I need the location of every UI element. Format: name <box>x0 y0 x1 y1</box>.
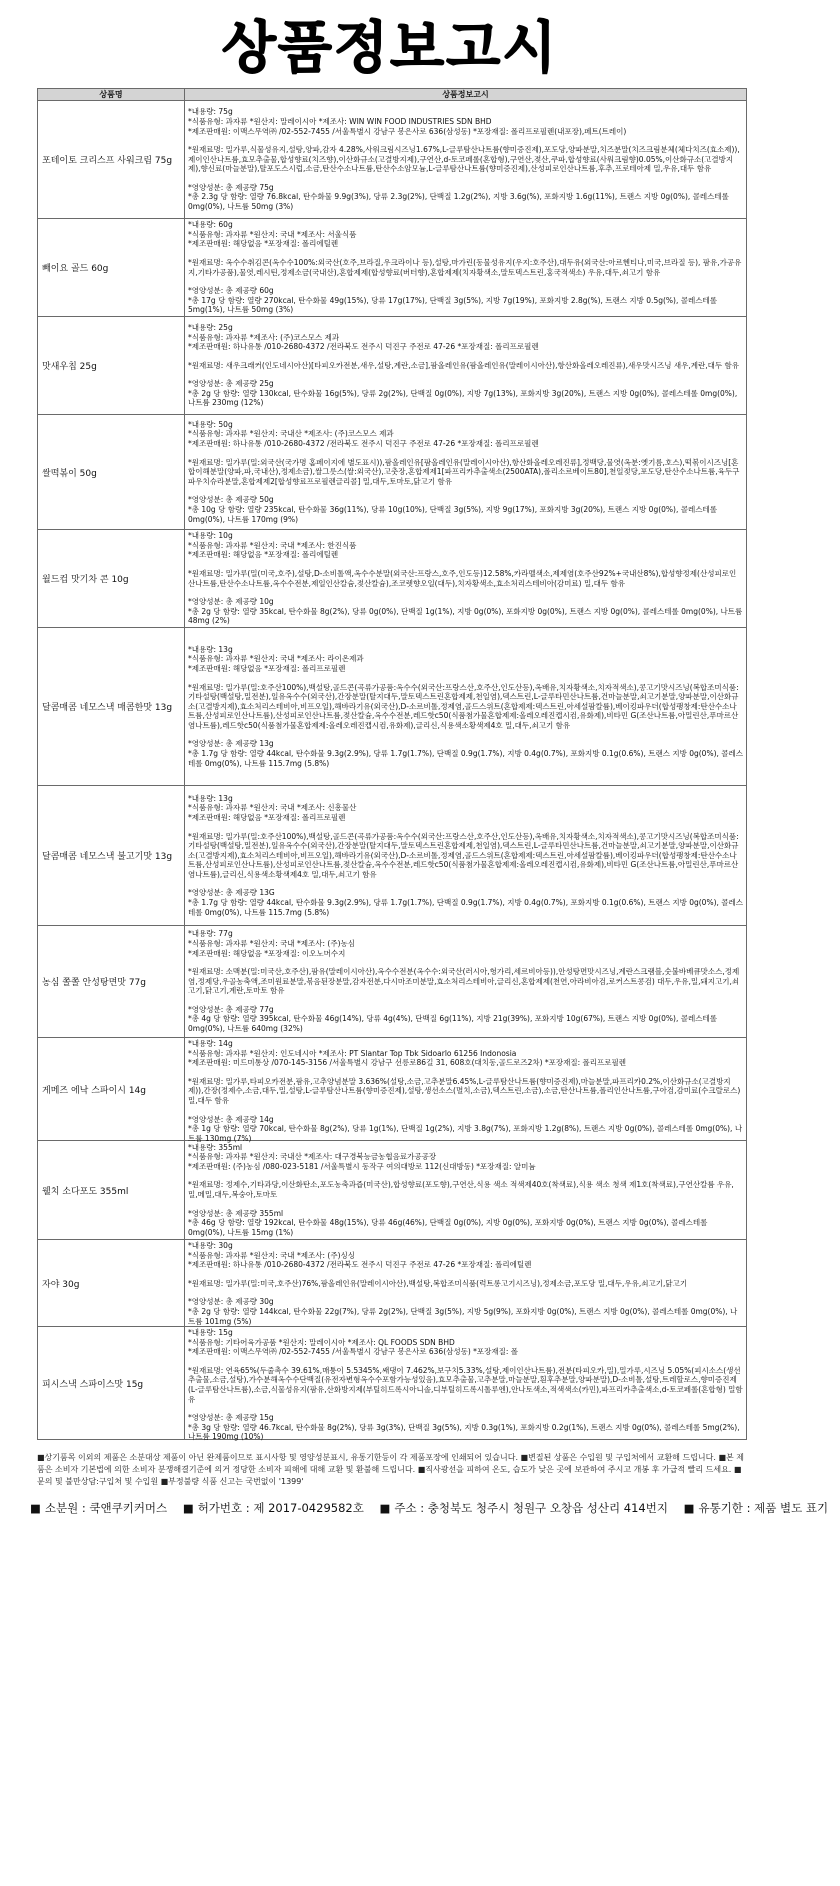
detail-line: *내용량: 13g <box>188 793 233 803</box>
detail-line: *원재료명: 밀가루(밀(미국,호주),설탕,D-소비톨액,옥수수분말(외국산:프랑스,호주,인도등)12.58%,카라멜색소,제제염(호주산92%+국내산8%),합성향정제(산성피로인산나트륨,탄산수소나트륨,옥수수전분,제일인산칼슘,젖산칼슘),조코렛향오일(대두),치자황색소,효소처리스테비아(감미료) 밀,대두 함유 <box>188 568 737 588</box>
detail-line: *식품유형: 과자류 *원산지: 국내 *제조사: 라이온제과 <box>188 654 364 664</box>
detail-line: *원재료명: 밀가루(밀:미국,호주산)76%,팜올레인유(말레이시아산),백설탕,복합조미식품(럭트롱고기시즈닝),정제소금,포도당 밀,대두,우유,쇠고기,닭고기 <box>188 1278 688 1288</box>
detail-line <box>188 277 743 286</box>
product-detail-cell <box>185 1038 747 1141</box>
detail-line: *식품유형: 과자류 *원산지: 국내 *제조사: 서울식품 <box>188 229 357 239</box>
detail-line: *원재료명: 정제수,기타과당,이산화탄소,포도농축과즙(미국산),합성향료(포도향),구연산,식용 색소 적색제40호(착색료),식용 색소 청색 제1호(착색료),구연산칼륨 우유,밀,메밀,대두,복숭아,토마토 <box>188 1180 734 1199</box>
footer-info <box>30 1500 829 1516</box>
detail-line <box>188 136 743 145</box>
detail-line: *영양성분: 총 제공량 25g <box>188 379 274 389</box>
table-row <box>38 317 747 415</box>
product-name-cell: 빼이요 골드 60g <box>38 219 185 317</box>
detail-line: *내용량: 13g <box>188 644 233 654</box>
detail-line <box>188 674 743 683</box>
table-row <box>38 415 747 530</box>
product-detail-cell <box>185 317 747 415</box>
product-name-cell: 농심 쫄쫄 안성탕면맛 77g <box>38 926 185 1038</box>
detail-line: *제조판매원: 이맥스무역㈜ /02-552-7455 /서울특별시 강남구 봉은사로 636(삼성동) *포장재질: 폴리프로필렌(내포장),페트(트레이) <box>188 126 627 136</box>
detail-line: *총 1g 당 함량: 열량 70kcal, 탄수화물 8g(2%), 당류 1g(1%), 단백질 1g(2%), 지방 3.8g(7%), 포화지방 1.2g(8%), 트랜스 지방 0g(0%), 콜레스테롤 0mg(0%), 나트륨 130mg (7%) <box>188 1124 743 1143</box>
product-name-cell: 웰치 소다포도 355ml <box>38 1141 185 1240</box>
detail-line: *제조판매원: 해당없음 *포장재질: 이오노머수지 <box>188 948 346 958</box>
product-name-cell: 자야 30g <box>38 1240 185 1327</box>
detail-line: *영양성분: 총 제공량 14g <box>188 1114 274 1124</box>
detail-line: *제조판매원: 하나유통 /010-2680-4372 /전라북도 전주시 덕진구 주전로 47-26 *포장재질: 폴리프로필렌 <box>188 439 539 449</box>
detail-line: *제조판매원: 해당없음 *포장재질: 폴리프로필렌 <box>188 663 346 673</box>
detail-line: *식품유형: 과자류 *원산지: 국내 *제조사: 신흥물산 <box>188 803 357 813</box>
footer-value: 쿡앤쿠키커머스 <box>89 1501 168 1515</box>
detail-line: *영양성분: 총 제공량 60g <box>188 286 274 296</box>
detail-line: *총 1.7g 당 함량: 열량 44kcal, 탄수화물 9.3g(2.9%), 당류 1.7g(1.7%), 단백질 0.9g(1.7%), 지방 0.4g(0.7%), 포화지방 0.1g(0.6%), 트랜스 지방 0g(0%), 콜레스테롤 0mg(0%), 나트륨 115.7mg (5.8%) <box>188 749 743 768</box>
detail-line: *원재료명: 밀가루(밀:외국산(국가명 홈페이지에 별도표시)),팜올레인유[팜올레인유(말레이시아산),항산화올레오레진류],정백당,물엿(옥분:옛기름,호스),떡볶이시즈닝[혼합이해분말(양파,파,국내산),정제소금),쌀그릇스(쌀:외국산),고춧장,혼합제제1[파프리카추출색소(2500ATA),폴리소르베이트80],천일젖당,포도당,탄산수소나트륨,육두구파우치슈라분말,혼합제제2[합성향료프로필렌글리콜] 밀,대두,토마토,닭고기 함유 <box>188 457 740 486</box>
footer-value: 제품 별도 표기 <box>754 1501 829 1515</box>
table-row <box>38 1141 747 1240</box>
detail-line: *제조판매원: 하나유통 /010-2680-4372 /전라북도 전주시 덕진구 주전로 47-26 *포장재질: 폴리에틸렌 <box>188 1260 532 1270</box>
page-title: 상품정보고시 <box>221 16 559 81</box>
product-detail-cell <box>185 1141 747 1240</box>
footer-label: 허가번호 : <box>197 1501 254 1515</box>
footer-item-expiry: ■ 유통기한 : 제품 별도 표기 <box>683 1501 829 1515</box>
table-row <box>38 1240 747 1327</box>
detail-line: *영양성분: 총 제공량 77g <box>188 1004 274 1014</box>
footer-label: 주소 : <box>394 1501 428 1515</box>
product-name-cell: 달콤매콤 네모스낵 매콤한맛 13g <box>38 628 185 786</box>
detail-line: *내용량: 355ml <box>188 1142 243 1152</box>
detail-line <box>188 249 743 258</box>
detail-line: *제조판매원: 이맥스무역㈜ /02-552-7455 /서울특별시 강남구 봉은사로 636(삼성동) *포장재질: 폴 <box>188 1347 519 1357</box>
detail-line: *내용량: 60g <box>188 220 233 230</box>
table-header-row <box>38 89 747 101</box>
table-row <box>38 628 747 786</box>
product-name-cell: 게메즈 에낙 스파이시 14g <box>38 1038 185 1141</box>
footer-item-license: ■ 허가번호 : 제 2017-0429582호 <box>182 1501 364 1515</box>
detail-line: *원재료명: 옥수수취김콘(옥수수100%:외국산(호주,브라질,우크라이나 등),설탕,마가린(동물성유지(우지:호주산),대두유(외국산:아르헨티나,미국,브라질 등), 팜유,가공유지,기타가공품),물엿,레시틴,정제소금(국내산),혼합제제(합성향료(버터향),혼합제제(치자황색소,말토덱스트린,홍국적색소) 우유,대두,쇠고기 함유 <box>188 257 742 277</box>
detail-line <box>188 958 743 967</box>
detail-line: *내용량: 30g <box>188 1241 233 1250</box>
product-detail-cell <box>185 415 747 530</box>
detail-line: *총 3g 당 함량: 열량 46.7kcal, 탄수화물 8g(2%), 당류 3g(3%), 단백질 3g(5%), 지방 0.3g(1%), 포화지방 0.2g(1%), 트랜스 지방 0g(0%), 콜레스테롤 5mg(2%), 나트륨 190mg (10%) <box>188 1422 740 1442</box>
detail-line <box>188 588 743 597</box>
detail-line <box>188 1357 743 1366</box>
detail-line: *총 4g 당 함량: 열량 395kcal, 탄수화물 46g(14%), 당류 4g(4%), 단백질 6g(11%), 지방 21g(39%), 포화지방 10g(67%), 트랜스 지방 0g(0%), 콜레스테롤 0mg(0%), 나트륨 640mg (32%) <box>188 1014 717 1034</box>
detail-line: *원재료명: 밀가루,타피오카전분,팜유,고추양념분말 3.636%(설탕,소금,고추분말6.45%,L-글루탐산나트륨(향미증진제),마늘분말,파프리카0.2%,이산화규소(고결방지제)),간장(정제수,소금,대두,밀,설탕,L-글루탐산나트륨(향미증진제),설탕,생선소스(멸치,소금),덱스트린,소금),소금,탄산나트륨,폴리인산나트륨,구아검,감미료(수크랄로스) 밀,대두 함유 <box>188 1076 741 1105</box>
detail-line: *식품유형: 과자류 *원산지: 인도네시아 *제조사: PT Slantar Top Tbk Sidoarlo 61256 Indonosia <box>188 1048 517 1058</box>
detail-line: *제조판매원: 해당없음 *포장재질: 폴리에틸렌 <box>188 550 339 560</box>
detail-line: *원재료명: 밀가루(밀:호주산100%),백설탕,골드콘(곡류가공품:옥수수(외국산:프랑스산,호주산,인도산등),옥배유,치자황색소,치자적색소),콩고기맛시즈닝(복합조미식품:기타설탕(백설탕,밀전분),일유옥수수(외국산),간장분말(탈지대두,말토덱스트린혼합제제,천일염),덱스트린,L-글루타민산나트륨,건마늘분말,쇠고기분말,양파분말,이산화규소(고결방지제),효소처리스테비아,비프오일),해바라기유(외국산),D-소르비톨,정제염,골드스위트(혼합제제:덱스트린,아세설팜칼륨),베이킹파우더(합성팽창제:탄산수소나트륨,산성피로인산나트륨),산성피로인산나트륨,젖산칼슘,옥수수전분,레드핫c50(식품첨가물혼합제제:올레오레진캡시컴,유화제),비타민 G(조산나트륨,아밀린산,푸마르산염나트륨),글리신,식용색소황색제4호 밀,대두,쇠고기 함유 <box>188 831 739 879</box>
detail-line: *총 2g 당 함량: 열량 35kcal, 탄수화물 8g(2%), 당류 0g(0%), 단백질 1g(1%), 지방 0g(0%), 포화지방 0g(0%), 트랜스 지방 0g(0%), 콜레스테롤 0mg(0%), 나트륨 48mg (2%) <box>188 606 743 626</box>
detail-line <box>188 560 743 569</box>
detail-line: *내용량: 75g <box>188 107 233 117</box>
detail-line: *식품유형: 과자류 *원산지: 국내 *제조사: 한진식품 <box>188 540 357 550</box>
detail-line: *제조판매원: (주)농심 /080-023-5181 /서울특별시 동작구 여의대방로 112(신대방동) *포장재질: 알미늄 <box>188 1161 536 1171</box>
detail-line: *원재료명: 소맥분(밀:미국산,호주산),팜유(말레이시아산),옥수수전분(옥수수:외국산(러시아,헝가리,세르비아등)),안성탕면맛시즈닝,계란스크램블,숫불바베큐맛소스,정제염,정제당,우골농축액,조미원료분말,볶음된장분말,감자전분,다시마조미분말,효소처리스테비아,글리신,혼합제제(천연,아라비아검,로커스트콩검) 대두,우유,밀,돼지고기,쇠고기,닭고기,계란,토마토 함유 <box>188 967 740 996</box>
product-name-cell: 맛새우칩 25g <box>38 317 185 415</box>
detail-line <box>188 370 743 379</box>
detail-line <box>188 352 743 361</box>
detail-line: *영양성분: 총 제공량 50g <box>188 495 274 505</box>
detail-line: *제조판매원: 해당없음 *포장재질: 폴리에틸렌 <box>188 239 339 249</box>
detail-line: *식품유형: 과자류 *원산지: 국내산 *제조사: 대구경북능금농협음료가공공장 <box>188 1152 437 1162</box>
detail-line: *제조판매원: 해당없음 *포장재질: 폴리프로필렌 <box>188 812 346 822</box>
detail-line: *식품유형: 과자류 *제조사: (주)코스모스 제과 <box>188 332 340 342</box>
detail-line: *영양성분: 총 제공량 13G <box>188 888 275 898</box>
detail-line: *원재료명: 밀가루(밀:호주산100%),백설탕,골드콘(곡류가공품:옥수수(외국산:프랑스산,호주산,인도산등),옥배유,치자황색소,치자적색소),콩고기맛시즈닝(복합조미식품:기타설탕(백설탕,밀전분),일유옥수수(외국산),간장분말(탈지대두,말토덱스트린혼합제제,천일염),덱스트린,L-글루타민산나트륨,건마늘분말,쇠고기분말,양파분말,이산화규소(고결방지제),효소처리스테비아,비프오일),해바라기유(외국산),D-소르비톨,정제염,골드스위트(혼합제제:덱스트린,아세설팜칼륨),베이킹파우더(합성팽창제:탄산수소나트륨,산성피로인산나트륨),산성피로인산나트륨,젖산칼슘,옥수수전분,레드핫c50(식품첨가물혼합제제:올레오레진캡시컴,유화제),비타민 G(조산나트륨,아밀린산,푸마르산염나트륨),레드핫c50(식품첨가물혼합제제:올레오레진캡시컴,유화제),글리신,식용색소황색제4호 밀,대두,쇠고기 함유 <box>188 682 739 730</box>
detail-line: *총 2.3g 당 함량: 열량 76.8kcal, 탄수화물 9.9g(3%), 당류 2.3g(2%), 단백질 1.2g(2%), 지방 3.6g(%), 포화지방 1.6g(11%), 트랜스 지방 0g(0%), 콜레스테롤 0mg(0%), 나트륨 50mg (3%) <box>188 192 729 212</box>
product-name-cell: 피시스낵 스파이스맛 15g <box>38 1327 185 1440</box>
detail-line: *식품유형: 과자류 *원산지: 국내 *제조사: (주)농심 <box>188 938 356 948</box>
footer-value: 제 2017-0429582호 <box>253 1501 364 1515</box>
detail-line: *내용량: 10g <box>188 531 233 541</box>
detail-line <box>188 1068 743 1077</box>
detail-line: *원재료명: 새우크래커(인도네시아산)[타피오카전분,새우,설탕,계란,소금],팜올레인유(팜올레인유(말레이시아산),항산화올레오레진류),새우맛시즈닝 새우,계란,대두 함유 <box>188 360 739 370</box>
product-detail-cell <box>185 219 747 317</box>
detail-line: *총 1.7g 당 함량: 열량 44kcal, 탄수화물 9.3g(2.9%), 당류 1.7g(1.7%), 단백질 0.9g(1.7%), 지방 0.4g(0.7%), 포화지방 0.1g(0.6%), 트랜스 지방 0g(0%), 콜레스테롤 0mg(0%), 나트륨 115.7mg (5.8%) <box>188 898 743 917</box>
detail-line: *제조판매원: 미드미통상 /070-145-3156 /서울특별시 강남구 선릉로86길 31, 608호(대치동,골드로즈2차) *포장재질: 폴리프로필렌 <box>188 1058 627 1068</box>
product-info-table <box>37 88 747 1440</box>
detail-line <box>188 449 743 458</box>
detail-line: *총 17g 당 함량: 열량 270kcal, 탄수화물 49g(15%), 당류 17g(17%), 단백질 3g(5%), 지방 7g(19%), 포화지방 2.8g(%), 트랜스 지방 0.5g(%), 콜레스테롤 5mg(1%), 나트륨 50mg (3%) <box>188 295 717 315</box>
product-detail-cell <box>185 1240 747 1327</box>
table-row <box>38 101 747 219</box>
detail-line: *내용량: 77g <box>188 929 233 939</box>
header-product-name: 상품명 <box>38 89 185 101</box>
product-detail-cell <box>185 628 747 786</box>
detail-line: *내용량: 14g <box>188 1039 233 1048</box>
detail-line: *영양성분: 총 제공량 15g <box>188 1413 274 1423</box>
product-name-cell: 월드컵 맛기차 콘 10g <box>38 530 185 628</box>
notice-text: ■상기품목 이외의 제품은 소분대상 제품이 아닌 완제품이므로 표시사항 및 영양성분표시, 유통기한등이 각 제품포장에 인쇄되어 있습니다. ■변질된 상품은 수입원 및 구입처에서 교환해 드립니다. ■본 제품은 소비자 기본법에 의한 소비자 분쟁해결기준에 의거 정당한 소비자 피해에 대해 교환 및 환불해 드립니다. ■직사광선을 피하여 온도, 습도가 낮은 곳에 보관하여 주시고 개봉 후 가급적 빨리 드세요. ■문의 및 불만상담:구입처 및 수입원 ■부정불량 식품 신고는 국번없이 '1399' <box>37 1453 745 1486</box>
detail-line: *식품유형: 과자류 *원산지: 말레이시아 *제조사: WIN WIN FOOD INDUSTRIES SDN BHD <box>188 116 492 126</box>
detail-line <box>188 823 743 832</box>
detail-line: *식품유형: 과자류 *원산지: 국내 *제조사: (주)싱싱 <box>188 1250 356 1260</box>
detail-line: *총 2g 당 함량: 열량 144kcal, 탄수화물 22g(7%), 당류 2g(2%), 단백질 3g(5%), 지방 5g(9%), 포화지방 0g(0%), 트랜스 지방 0g(0%), 콜레스테롤 0mg(0%), 나트륨 101mg (5%) <box>188 1306 738 1326</box>
detail-line <box>188 1200 743 1209</box>
table-row <box>38 219 747 317</box>
detail-line <box>188 1270 743 1279</box>
detail-line: *내용량: 25g <box>188 322 233 332</box>
product-name-cell: 포테이토 크리스프 사워크림 75g <box>38 101 185 219</box>
detail-line <box>188 996 743 1005</box>
product-detail-cell <box>185 1327 747 1440</box>
footer-value: 충청북도 청주시 청원구 오창읍 성산리 414번지 <box>427 1501 668 1515</box>
detail-line: *원재료명: 연육65%(두줄촉수 39.61%,매퉁이 5.5345%,쌔댕이 7.462%,보구치5.33%,설탕,제이인산나트륨),전분(타피오카,밀),밀가루,시즈닝 5.05%(피시소스(생선추출물,소금,설탕),가수분해옥수수단백질(유전자변형옥수수포함가능성있음),효모추출물,고추분말,마늘분말,흰후추분말,양파분말),D-소비톨,설탕,트레할로스,향미증진제(L-글루탐산나트륨),소금,식물성유지(팜유,산화방지제(부틸히드록시아니솔,디부틸히드록시톨루엔),안나토색소,적색색소(카민),파프리카추출색소,d-토코페롤(혼합형) 밀함유 <box>188 1365 743 1404</box>
detail-line <box>188 1106 743 1115</box>
product-detail-cell <box>185 101 747 219</box>
detail-line: *영양성분: 총 제공량 355ml <box>188 1208 284 1218</box>
table-row <box>38 530 747 628</box>
detail-line: *영양성분: 총 제공량 13g <box>188 739 274 749</box>
detail-line: *식품유형: 과자류 *원산지: 국내산 *제조사: (주)코스모스 제과 <box>188 429 394 439</box>
footer-item-packager: ■ 소분원 : 쿡앤쿠키커머스 <box>30 1501 168 1515</box>
detail-line: *원재료명: 밀가루,식물성유지,설탕,양파,감자 4.28%,사워크림시즈닝1.67%,L-글루탐산나트륨(향미증진제),포도당,양파분말,치즈분말(치즈크림분체(체다치즈(효소제)),제이인산나트륨,효모추출물,합성향료(치즈향),이산화규소(고결방지제),구연산,d-토코페롤(혼합형),구연산,젖산,쿠파,합성향료(사워크림향)0.05%,이산화규소(고결방지제),향신료(마늘분말),탈포도스시럽,소금,탄산수소나트륨,탄산수소암모늄,L-글루탐산나트륨(향미증진제),산성피로인산나트륨,후추,프로테아제 밀,우유,대두 함유 <box>188 145 740 174</box>
detail-line: *영양성분: 총 제공량 75g <box>188 182 274 192</box>
detail-line: *내용량: 15g <box>188 1328 233 1337</box>
detail-line: *영양성분: 총 제공량 30g <box>188 1297 274 1307</box>
detail-line: *내용량: 50g <box>188 419 233 429</box>
table-body <box>38 101 747 1440</box>
detail-line: *총 2g 당 함량: 열량 130kcal, 탄수화물 16g(5%), 당류 2g(2%), 단백질 0g(0%), 지방 7g(13%), 포화지방 3g(20%), 트랜스 지방 0g(0%), 콜레스테롤 0mg(0%), 나트륨 230mg (12%) <box>188 388 738 408</box>
detail-line <box>188 174 743 183</box>
detail-line: *총 46g 당 함량: 열량 192kcal, 탄수화물 48g(15%), 당류 46g(46%), 단백질 0g(0%), 지방 0g(0%), 포화지방 0g(0%), 트랜스 지방 0g(0%), 콜레스테롤 0mg(0%), 나트륨 15mg (1%) <box>188 1218 708 1237</box>
product-detail-cell <box>185 926 747 1038</box>
detail-line <box>188 1404 743 1413</box>
product-name-cell: 달콤매콤 네모스낵 불고기맛 13g <box>38 786 185 926</box>
product-detail-cell <box>185 786 747 926</box>
product-name-cell: 쌀떡볶이 50g <box>38 415 185 530</box>
footer-label: 유통기한 : <box>698 1501 755 1515</box>
detail-line: *영양성분: 총 제공량 10g <box>188 597 274 607</box>
header-product-info: 상품정보고시 <box>185 89 747 101</box>
footer-label: 소분원 : <box>44 1501 90 1515</box>
table-row <box>38 786 747 926</box>
footer-item-address: ■ 주소 : 충청북도 청주시 청원구 오창읍 성산리 414번지 <box>379 1501 668 1515</box>
product-detail-cell <box>185 530 747 628</box>
table-row <box>38 1327 747 1440</box>
table-row <box>38 926 747 1038</box>
detail-line: *제조판매원: 하나유통 /010-2680-4372 /전라북도 전주시 덕진구 주전로 47-26 *포장재질: 폴리프로필렌 <box>188 342 539 352</box>
detail-line: *식품유형: 기타어육가공품 *원산지: 말레이시아 *제조사: QL FOODS SDN BHD <box>188 1337 455 1347</box>
detail-line: *총 10g 당 함량: 열량 235kcal, 탄수화물 36g(11%), 당류 10g(10%), 단백질 3g(5%), 지방 9g(17%), 포화지방 3g(20%), 트랜스 지방 0g(0%), 콜레스테롤 0mg(0%), 나트륨 170mg (9%) <box>188 504 717 524</box>
table-row <box>38 1038 747 1141</box>
